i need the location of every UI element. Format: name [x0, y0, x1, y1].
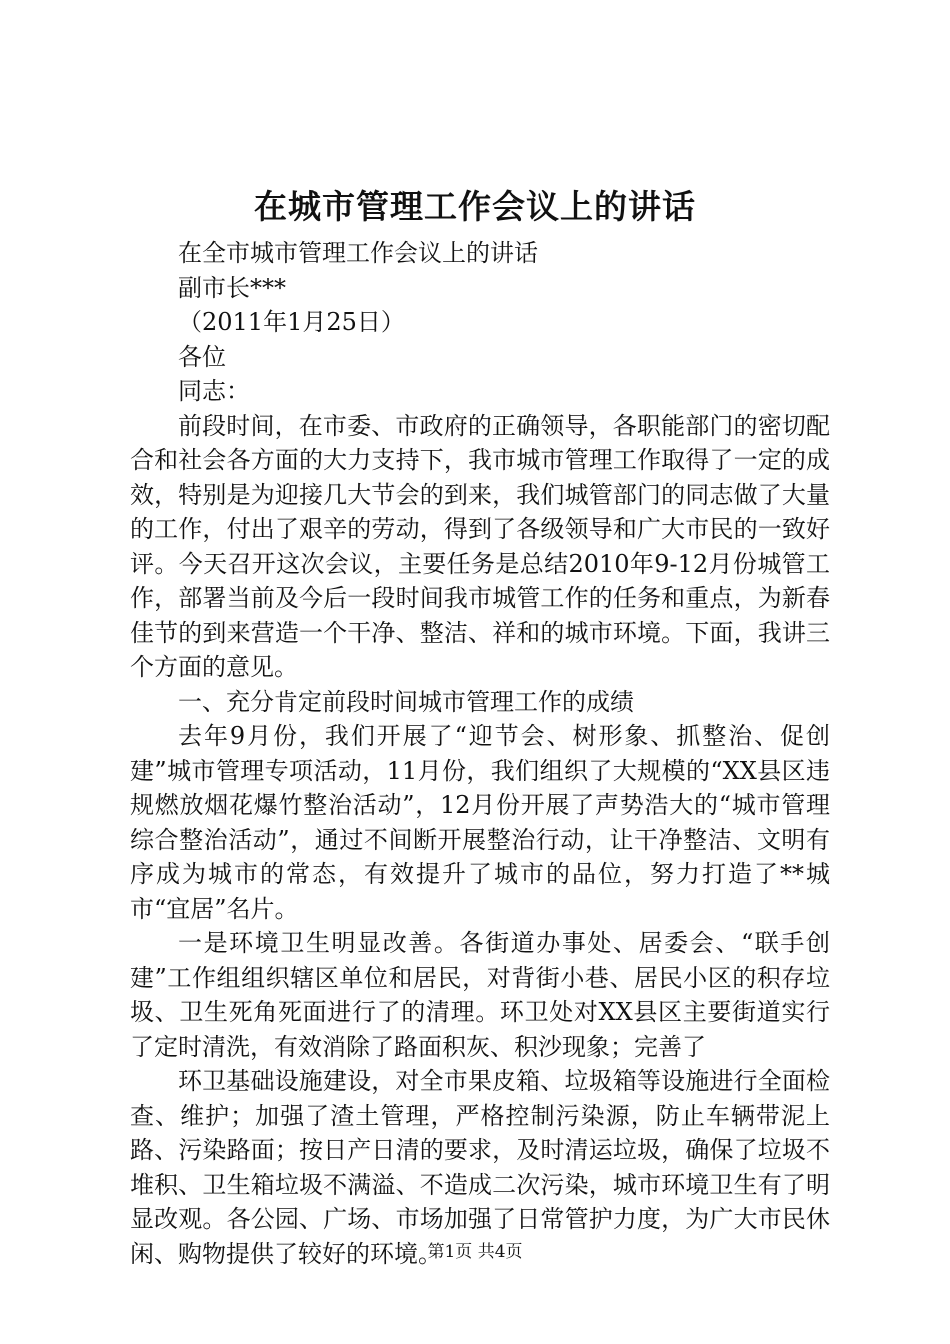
speech-subtitle: 在全市城市管理工作会议上的讲话	[178, 239, 538, 267]
greeting-line-1: 各位	[178, 342, 226, 371]
date-line: （2011年1月25日）	[178, 308, 405, 336]
document-title: 在城市管理工作会议上的讲话	[254, 187, 696, 226]
page-footer: 第1页 共4页	[427, 1242, 523, 1262]
speaker-line: 副市长***	[178, 273, 286, 302]
paragraph-activities: 去年9月份，我们开展了“迎节会、树形象、抓整治、促创建”城市管理专项活动，11月份，我们组织了大规模的“XX县区违规燃放烟花爆竹整治活动”，12月份开展了声势浩大的“城市管理综合整治活动”，通过不间断开展整治行动，让干净整洁、文明有序成为城市的常态，有效提升了城市的品位，努力打造了**城市“宜居”名片。	[130, 722, 830, 923]
document-body	[130, 236, 830, 1271]
paragraph-intro: 前段时间，在市委、市政府的正确领导，各职能部门的密切配合和社会各方面的大力支持下，我市城市管理工作取得了一定的成效，特别是为迎接几大节会的到来，我们城管部门的同志做了大量的工作，付出了艰辛的劳动，得到了各级领导和广大市民的一致好评。今天召开这次会议，主要任务是总结2010年9-12月份城管工作，部署当前及今后一段时间我市城管工作的任务和重点，为新春佳节的到来营造一个干净、整洁、祥和的城市环境。下面，我讲三个方面的意见。	[130, 411, 830, 681]
section-heading-1: 一、充分肯定前段时间城市管理工作的成绩	[178, 687, 634, 716]
paragraph-sanitation: 一是环境卫生明显改善。各街道办事处、居委会、“联手创建”工作组组织辖区单位和居民，对背街小巷、居民小区的积存垃圾、卫生死角死面进行了的清理。环卫处对XX县区主要街道实行了定时清洗，有效消除了路面积灰、积沙现象；完善了	[130, 929, 830, 1061]
greeting-line-2: 同志：	[178, 377, 250, 405]
paragraph-infrastructure: 环卫基础设施建设，对全市果皮箱、垃圾箱等设施进行全面检查、维护；加强了渣土管理，严格控制污染源，防止车辆带泥上路、污染路面；按日产日清的要求，及时清运垃圾，确保了垃圾不堆积、卫生箱垃圾不满溢、不造成二次污染，城市环境卫生有了明显改观。各公园、广场、市场加强了日常管护力度，为广大市民休闲、购物提供了较好的环境。	[130, 1067, 830, 1268]
